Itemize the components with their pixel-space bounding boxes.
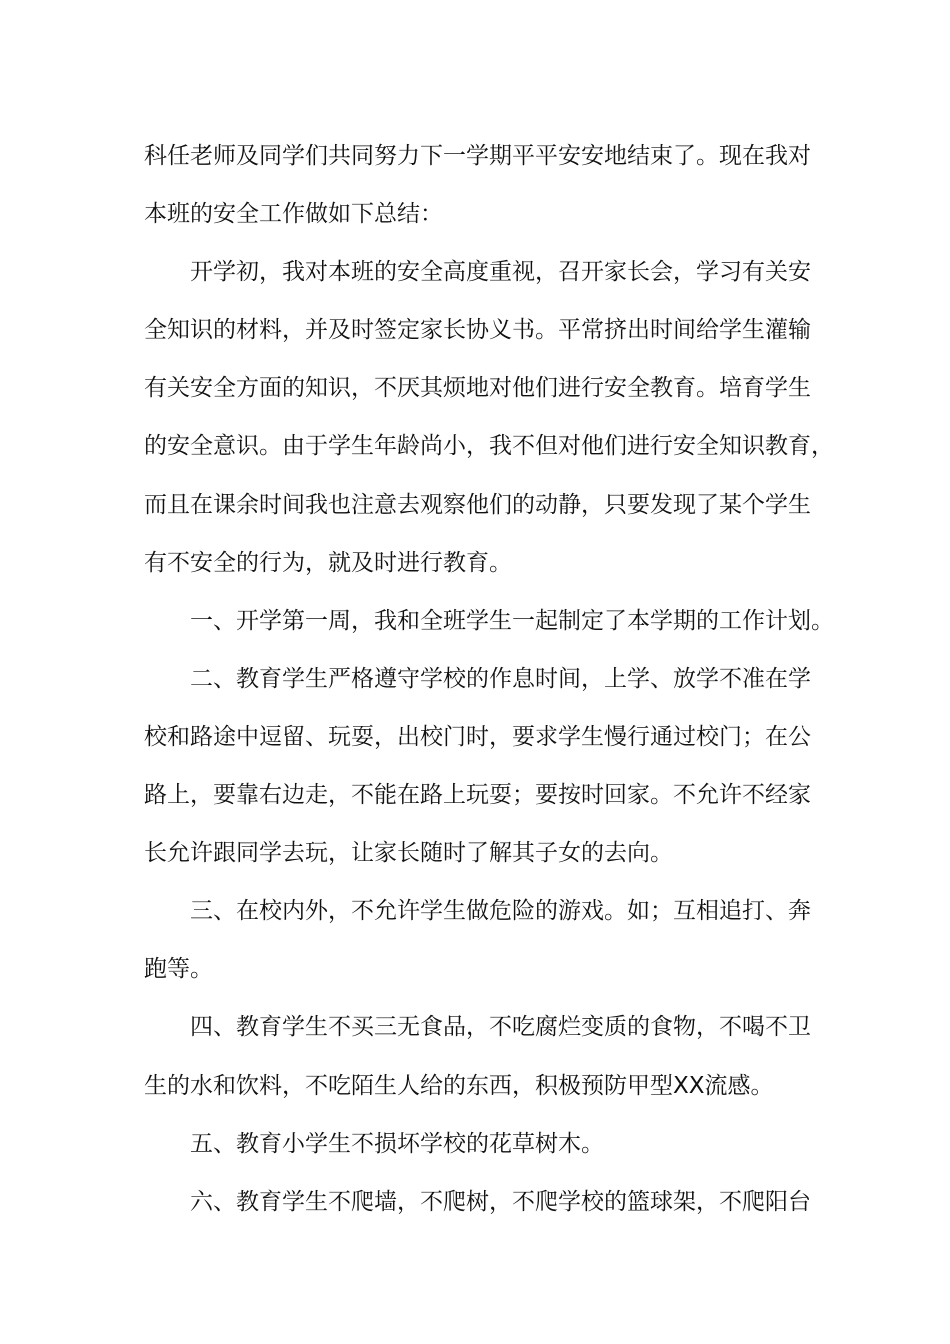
text-line: 生的水和饮料，不吃陌生人给的东西，积极预防甲型XX流感。 bbox=[144, 1072, 774, 1099]
text-line: 校和路途中逗留、玩耍，出校门时，要求学生慢行通过校门；在公 bbox=[144, 723, 811, 750]
text-line: 路上，要靠右边走，不能在路上玩耍；要按时回家。不允许不经家 bbox=[144, 782, 811, 809]
text-line: 科任老师及同学们共同努力下一学期平平安安地结束了。现在我对 bbox=[144, 143, 811, 169]
list-item-6-line: 六、教育学生不爬墙，不爬树，不爬学校的篮球架，不爬阳台 bbox=[190, 1188, 811, 1215]
text-line: 而且在课余时间我也注意去观察他们的动静，只要发现了某个学生 bbox=[144, 491, 811, 518]
text-line: 的安全意识。由于学生年龄尚小，我不但对他们进行安全知识教育， bbox=[144, 433, 834, 460]
text-line: 跑等。 bbox=[144, 956, 213, 983]
list-item-1-line: 一、开学第一周，我和全班学生一起制定了本学期的工作计划。 bbox=[190, 607, 834, 634]
list-item-2-line: 二、教育学生严格遵守学校的作息时间，上学、放学不准在学 bbox=[190, 665, 811, 692]
list-item-5-line: 五、教育小学生不损坏学校的花草树木。 bbox=[190, 1130, 604, 1157]
text-line: 全知识的材料，并及时签定家长协义书。平常挤出时间给学生灌输 bbox=[144, 317, 811, 344]
text-line: 有不安全的行为，就及时进行教育。 bbox=[144, 549, 512, 576]
text-line: 长允许跟同学去玩，让家长随时了解其子女的去向。 bbox=[144, 840, 673, 867]
text-line: 本班的安全工作做如下总结： bbox=[144, 201, 443, 228]
list-item-3-line: 三、在校内外，不允许学生做危险的游戏。如；互相追打、奔 bbox=[190, 898, 811, 925]
paragraph-start-line: 开学初，我对本班的安全高度重视，召开家长会，学习有关安 bbox=[190, 259, 811, 286]
text-line: 有关安全方面的知识，不厌其烦地对他们进行安全教育。培育学生 bbox=[144, 375, 811, 402]
document-body bbox=[144, 127, 834, 1231]
list-item-4-line: 四、教育学生不买三无食品，不吃腐烂变质的食物，不喝不卫 bbox=[190, 1014, 811, 1041]
